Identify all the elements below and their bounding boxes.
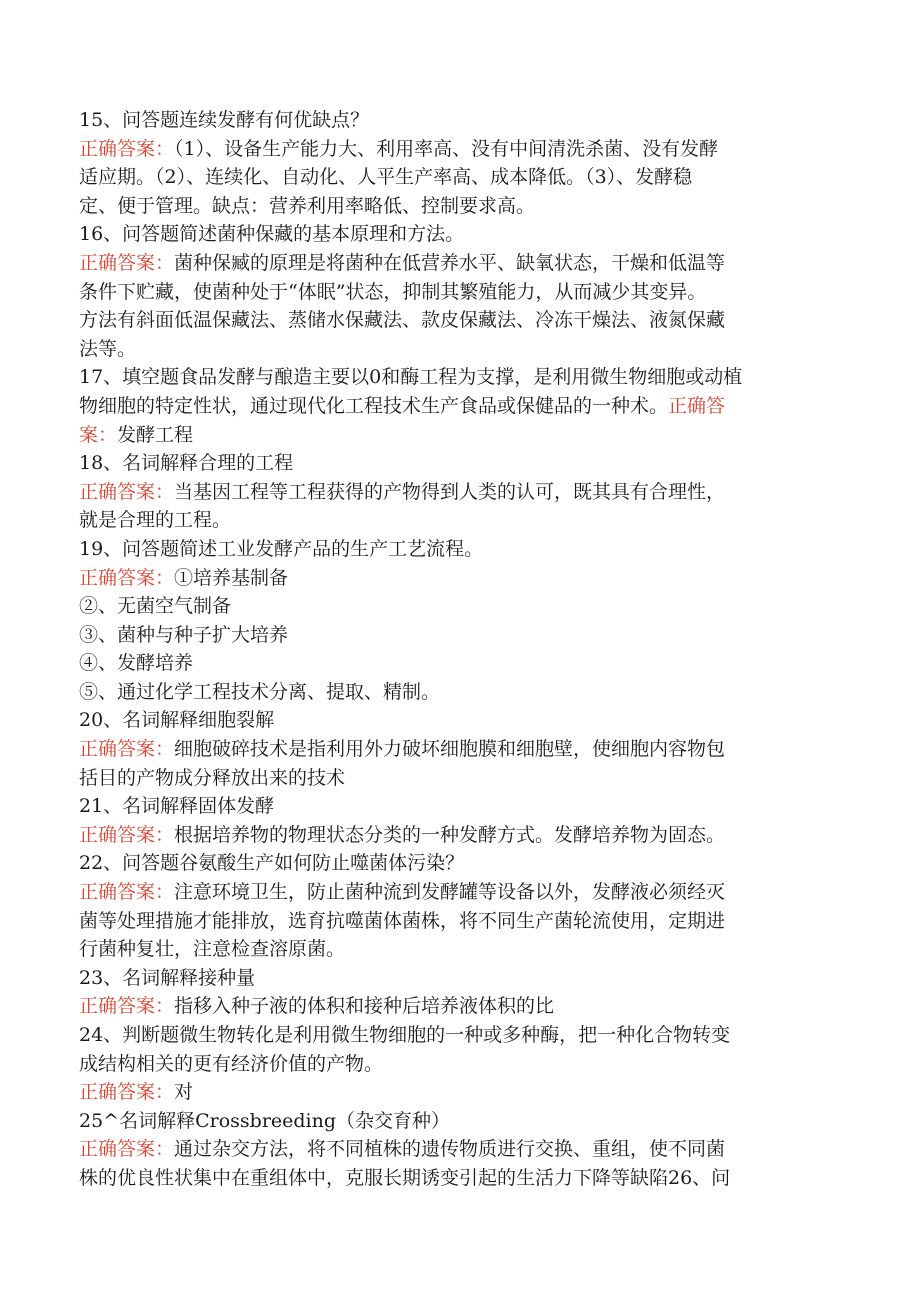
question-17-line-2 <box>79 392 839 421</box>
answer-22-line-1 <box>79 878 839 907</box>
question-16-title: 16、问答题简述菌种保藏的基本原理和方法。 <box>79 223 465 246</box>
answer-23-line-1 <box>79 992 839 1021</box>
answer-text: ①培养基制备 <box>174 566 289 589</box>
answer-16-line-4: 法等。 <box>79 337 137 360</box>
question-text: 物细胞的特定性状，通过现代化工程技术生产食品或保健品的一种术。 <box>79 394 669 417</box>
answer-15-line-3: 定、便于管理。缺点：营养利用率略低、控制要求高。 <box>79 194 536 217</box>
answer-text: 对 <box>174 1081 194 1104</box>
answer-20-line-1 <box>79 735 839 764</box>
question-24-line-1: 24、判断题微生物转化是利用微生物细胞的一种或多种酶，把一种化合物转变 <box>79 1024 731 1046</box>
question-24-line-2: 成结构相关的更有经济价值的产物。 <box>79 1052 384 1075</box>
answer-label: 正确答案： <box>79 1081 175 1104</box>
question-25-title: 25^名词解释Crossbreeding（杂交育种） <box>79 1109 451 1132</box>
answer-19-line-5: ⑤、通过化学工程技术分离、提取、精制。 <box>79 680 441 703</box>
answer-label-part-1: 正确答 <box>668 394 726 417</box>
answer-24 <box>79 1078 839 1107</box>
answer-19-line-4: ④、发酵培养 <box>79 652 194 675</box>
answer-text: 菌种保臧的原理是将菌种在低营养水平、缺氧状态，干燥和低温等 <box>174 251 726 274</box>
question-17-line-1: 17、填空题食品发酵与酿造主要以0和酶工程为支撑，是利用微生物细胞或动植 <box>79 366 743 389</box>
answer-text: 注意环境卫生，防止菌种流到发酵罐等设备以外，发酵液必须经灭 <box>174 881 726 904</box>
answer-16-line-1 <box>79 249 839 278</box>
answer-label: 正确答案： <box>79 251 175 274</box>
answer-label: 正确答案： <box>79 823 175 846</box>
question-18-title: 18、名词解释合理的工程 <box>79 452 294 475</box>
answer-text: 发酵工程 <box>117 423 194 446</box>
answer-18-line-2: 就是合理的工程。 <box>79 509 232 532</box>
answer-text: 指移入种子液的体积和接种后培养液体积的比 <box>174 995 555 1018</box>
question-23-title: 23、名词解释接种量 <box>79 966 256 989</box>
answer-15-line-1 <box>79 135 839 164</box>
answer-text: 细胞破碎技术是指利用外力破坏细胞膜和细胞壁，使细胞内容物包 <box>174 738 726 761</box>
question-15-title: 15、问答题连续发酵有何优缺点？ <box>79 109 370 131</box>
question-19-title: 19、问答题简述工业发酵产品的生产工艺流程。 <box>79 537 484 560</box>
answer-25-line-1 <box>79 1135 839 1164</box>
question-22-title: 22、问答题谷氨酸生产如何防止噬菌体污染？ <box>79 852 465 875</box>
answer-21-line-1 <box>79 821 839 850</box>
answer-17 <box>79 421 839 450</box>
answer-text: 通过杂交方法，将不同植株的遗传物质进行交换、重组，使不同菌 <box>174 1138 726 1161</box>
answer-label: 正确答案： <box>79 995 175 1018</box>
answer-text: 根据培养物的物理状态分类的一种发酵方式。发酵培养物为固态。 <box>174 823 726 846</box>
answer-22-line-3: 行菌种复壮，注意检查溶原菌。 <box>79 938 346 961</box>
question-21-title: 21、名词解释固体发酵 <box>79 795 275 818</box>
answer-text: 当基因工程等工程获得的产物得到人类的认可，既其具有合理性， <box>174 480 726 503</box>
answer-22-line-2: 菌等处理措施才能排放，选育抗噬菌体菌株，将不同生产菌轮流使用，定期进 <box>79 909 726 932</box>
answer-label: 正确答案： <box>79 881 175 904</box>
answer-label: 正确答案： <box>79 137 175 160</box>
question-20-title: 20、名词解释细胞裂解 <box>79 709 275 732</box>
answer-19-line-3: ③、菌种与种子扩大培养 <box>79 623 289 646</box>
answer-label: 正确答案： <box>79 1138 175 1161</box>
answer-label-part-2: 案： <box>79 423 118 446</box>
answer-18-line-1 <box>79 478 839 507</box>
answer-25-line-2: 株的优良性状集中在重组体中，克服长期诱变引起的生活力下降等缺陷26、问 <box>79 1166 731 1189</box>
answer-19-line-2: ②、无菌空气制备 <box>79 595 232 618</box>
answer-19-line-1 <box>79 564 839 593</box>
answer-label: 正确答案： <box>79 480 175 503</box>
answer-text: （1）、设备生产能力大、利用率高、没有中间清洗杀菌、没有发酵 <box>174 137 719 160</box>
answer-label: 正确答案： <box>79 738 175 761</box>
answer-label: 正确答案： <box>79 566 175 589</box>
answer-20-line-2: 括目的产物成分释放出来的技术 <box>79 766 346 789</box>
answer-15-line-2: 适应期。（2）、连续化、自动化、人平生产率高、成本降低。（3）、发酵稳 <box>79 166 693 189</box>
answer-16-line-2: 条件下贮藏，使菌种处于“体眠”状态，抑制其繁殖能力，从而减少其变异。 <box>79 280 707 303</box>
document-page <box>79 106 839 1193</box>
answer-16-line-3: 方法有斜面低温保藏法、蒸储水保藏法、款皮保藏法、冷冻干燥法、液氮保藏 <box>79 309 726 332</box>
